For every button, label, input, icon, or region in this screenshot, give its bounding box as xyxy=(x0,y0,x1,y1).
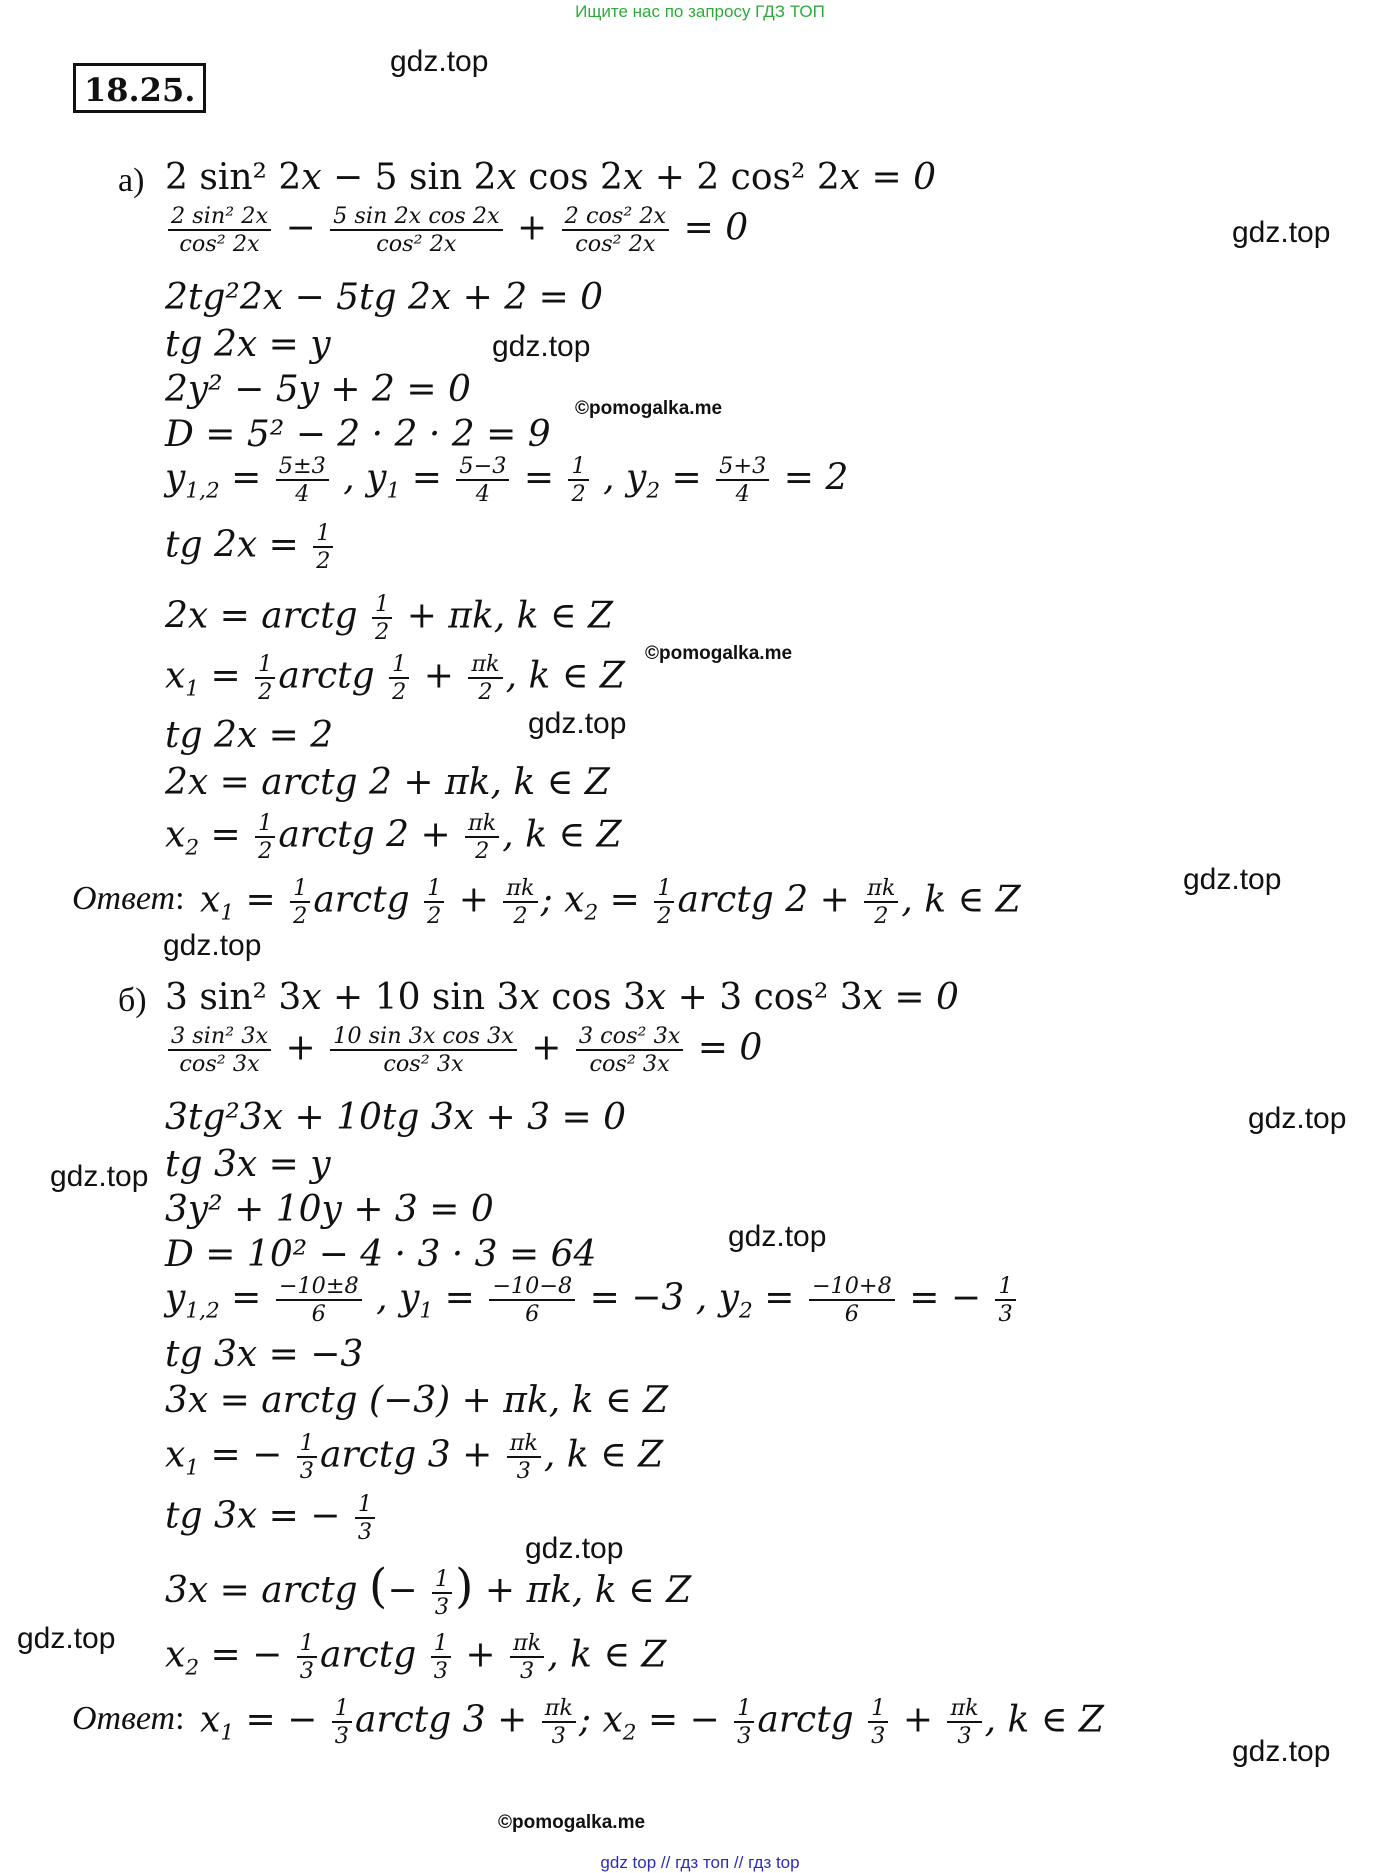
equation-b-4: tg 3x = y xyxy=(165,1144,331,1185)
fraction: $\frac{1}{2}$ xyxy=(313,522,333,573)
equation-b-12: 3x = arctg (− $\frac{1}{3}$ ) + πk, k ∈ Z xyxy=(165,1560,692,1620)
fraction: $\frac{1}{3}$ xyxy=(332,1697,352,1748)
fraction: $\frac{\text{2 cos² 2x}}{\text{cos² 2x}}$ xyxy=(562,205,670,256)
equation-b-5: 3y² + 10y + 3 = 0 xyxy=(165,1189,494,1230)
fraction: $\frac{1}{3}$ xyxy=(734,1697,754,1748)
watermark-gdz: gdz.top xyxy=(1232,216,1331,249)
fraction: $\frac{1}{2}$ xyxy=(255,653,275,704)
equation-b-3: 3tg²3x + 10tg 3x + 3 = 0 xyxy=(165,1097,626,1138)
answer-b-label: Ответ: xyxy=(72,1700,185,1737)
fraction: $\frac{\text{3 sin² 3x}}{\text{cos² 3x}}$ xyxy=(168,1025,271,1076)
part-b-label: б) xyxy=(118,982,147,1019)
fraction: $\frac{\text{5 sin 2x cos 2x}}{\text{cos² 2x}}$ xyxy=(330,205,502,256)
fraction: $\frac{1}{2}$ xyxy=(654,877,674,928)
fraction: $\frac{1}{2}$ xyxy=(372,593,392,644)
fraction: $\frac{1}{3}$ xyxy=(995,1275,1015,1326)
watermark-gdz: gdz.top xyxy=(50,1160,149,1193)
part-a-label: а) xyxy=(118,162,145,199)
equation-a-3: 2tg²2x − 5tg 2x + 2 = 0 xyxy=(165,277,604,318)
equation-a-12: 2x = arctg 2 + πk, k ∈ Z xyxy=(165,762,610,803)
fraction: $\frac{1}{3}$ xyxy=(297,1632,317,1683)
equation-a-11: tg 2x = 2 xyxy=(165,715,334,756)
equation-b-1: 3 sin² 3x + 10 sin 3x cos 3x + 3 cos² 3x = 0 xyxy=(165,977,959,1018)
watermark-gdz: gdz.top xyxy=(1183,863,1282,896)
equation-b-10: $x_1$ = − $\frac{1}{3}$ arctg 3 + $\frac{\pi k}{3}$ , k ∈ Z xyxy=(165,1430,664,1485)
watermark-gdz: gdz.top xyxy=(728,1220,827,1253)
watermark-gdz: gdz.top xyxy=(1248,1102,1347,1135)
fraction: $\frac{-10-8}{6}$ xyxy=(489,1275,575,1326)
watermark-gdz: gdz.top xyxy=(163,929,262,962)
watermark-gdz: gdz.top xyxy=(492,330,591,363)
equation-b-7: $y_{1,2}$ = $\frac{-10\pm 8}{6}$ , $y_1$ = $\frac{-10-8}{6}$ = −3 , $y_2$ = $\frac{-10+8}{6}$ = − $\frac{1}{3}$ xyxy=(165,1275,1019,1326)
equation-b-2: $\frac{\text{3 sin² 3x}}{\text{cos² 3x}}$ + $\frac{\text{10 sin 3x cos 3x}}{\text{cos² 3x}}$ + $\frac{\text{3 cos² 3x}}{\text{cos² 3x}}$ = 0 xyxy=(165,1025,762,1076)
fraction: $\frac{\pi k}{3}$ xyxy=(542,1697,576,1748)
fraction: $\frac{-10+8}{6}$ xyxy=(809,1275,895,1326)
equation-b-11: tg 3x = − $\frac{1}{3}$ xyxy=(165,1493,378,1544)
answer-a: $x_1$ = $\frac{1}{2}$ arctg $\frac{1}{2}$ + $\frac{\pi k}{2}$ ; $x_2$ = $\frac{1}{2}$ arctg 2 + $\frac{\pi k}{2}$ , k ∈ Z xyxy=(200,875,1021,930)
fraction: $\frac{\pi k}{2}$ xyxy=(503,877,537,928)
fraction: $\frac{1}{2}$ xyxy=(568,455,588,506)
fraction: $\frac{\pi k}{2}$ xyxy=(465,812,499,863)
fraction: $\frac{1}{3}$ xyxy=(868,1697,888,1748)
equation-a-5: 2y² − 5y + 2 = 0 xyxy=(165,369,471,410)
fraction: $\frac{5+3}{4}$ xyxy=(716,455,769,506)
fraction: $\frac{1}{2}$ xyxy=(389,653,409,704)
fraction: $\frac{\pi k}{3}$ xyxy=(507,1432,541,1483)
fraction: $\frac{-10\pm 8}{6}$ xyxy=(276,1275,362,1326)
equation-b-8: tg 3x = −3 xyxy=(165,1334,364,1375)
watermark-gdz: gdz.top xyxy=(525,1532,624,1565)
equation-b-13: $x_2$ = − $\frac{1}{3}$ arctg $\frac{1}{3}$ + $\frac{\pi k}{3}$ , k ∈ Z xyxy=(165,1630,667,1685)
fraction: $\frac{5-3}{4}$ xyxy=(456,455,509,506)
fraction: $\frac{1}{3}$ xyxy=(297,1432,317,1483)
search-banner: Ищите нас по запросу ГДЗ ТОП xyxy=(575,2,825,21)
fraction: $\frac{1}{2}$ xyxy=(290,877,310,928)
watermark-gdz: gdz.top xyxy=(390,45,489,78)
fraction: $\frac{\text{2 sin² 2x}}{\text{cos² 2x}}$ xyxy=(168,205,271,256)
fraction: $\frac{\pi k}{2}$ xyxy=(864,877,898,928)
fraction: $\frac{\pi k}{2}$ xyxy=(468,653,502,704)
equation-a-7: $y_{1,2}$ = $\frac{5\pm 3}{4}$ , $y_1$ = $\frac{5-3}{4}$ = $\frac{1}{2}$ , $y_2$ = $\frac{5+3}{4}$ = 2 xyxy=(165,453,849,508)
watermark-pomogalka: ©pomogalka.me xyxy=(645,643,793,664)
watermark-gdz: gdz.top xyxy=(17,1622,116,1655)
equation-a-8: tg 2x = $\frac{1}{2}$ xyxy=(165,522,336,573)
watermark-pomogalka: ©pomogalka.me xyxy=(575,398,723,419)
equation-a-10: $x_1$ = $\frac{1}{2}$ arctg $\frac{1}{2}$ + $\frac{\pi k}{2}$ , k ∈ Z xyxy=(165,651,625,706)
answer-b: $x_1$ = − $\frac{1}{3}$ arctg 3 + $\frac{\pi k}{3}$ ; $x_2$ = − $\frac{1}{3}$ arctg $\frac{1}{3}$ + $\frac{\pi k}{3}$ , k ∈ Z xyxy=(200,1695,1104,1750)
fraction: $\frac{1}{3}$ xyxy=(431,1632,451,1683)
answer-a-label: Ответ: xyxy=(72,880,185,917)
footer-links[interactable]: gdz top // гдз топ // гдз top xyxy=(600,1853,800,1872)
equation-a-4: tg 2x = y xyxy=(165,324,331,365)
equation-a-6: D = 5² − 2 · 2 · 2 = 9 xyxy=(165,414,551,455)
equation-b-9: 3x = arctg (−3) + πk, k ∈ Z xyxy=(165,1380,668,1421)
fraction: $\frac{\text{10 sin 3x cos 3x}}{\text{cos² 3x}}$ xyxy=(330,1025,517,1076)
equation-a-1: 2 sin² 2x − 5 sin 2x cos 2x + 2 cos² 2x = 0 xyxy=(165,157,937,198)
fraction: $\frac{1}{3}$ xyxy=(355,1493,375,1544)
fraction: $\frac{\pi k}{3}$ xyxy=(510,1632,544,1683)
equation-a-13: $x_2$ = $\frac{1}{2}$ arctg 2 + $\frac{\pi k}{2}$ , k ∈ Z xyxy=(165,810,622,865)
equation-b-6: D = 10² − 4 · 3 · 3 = 64 xyxy=(165,1234,597,1275)
fraction: $\frac{\pi k}{3}$ xyxy=(947,1697,981,1748)
fraction: $\frac{1}{2}$ xyxy=(424,877,444,928)
fraction: $\frac{1}{3}$ xyxy=(432,1568,452,1619)
watermark-gdz: gdz.top xyxy=(528,707,627,740)
fraction: $\frac{1}{2}$ xyxy=(255,812,275,863)
watermark-pomogalka: ©pomogalka.me xyxy=(498,1812,646,1833)
equation-a-9: 2x = arctg $\frac{1}{2}$ + πk, k ∈ Z xyxy=(165,591,614,646)
fraction: $\frac{5\pm 3}{4}$ xyxy=(276,455,329,506)
equation-a-2: $\frac{\text{2 sin² 2x}}{\text{cos² 2x}}$ − $\frac{\text{5 sin 2x cos 2x}}{\text{cos² 2x}}$ + $\frac{\text{2 cos² 2x}}{\text{cos² 2x}}$ = 0 xyxy=(165,205,748,256)
fraction: $\frac{\text{3 cos² 3x}}{\text{cos² 3x}}$ xyxy=(576,1025,684,1076)
problem-number: 18.25. xyxy=(73,63,206,113)
watermark-gdz: gdz.top xyxy=(1232,1735,1331,1768)
